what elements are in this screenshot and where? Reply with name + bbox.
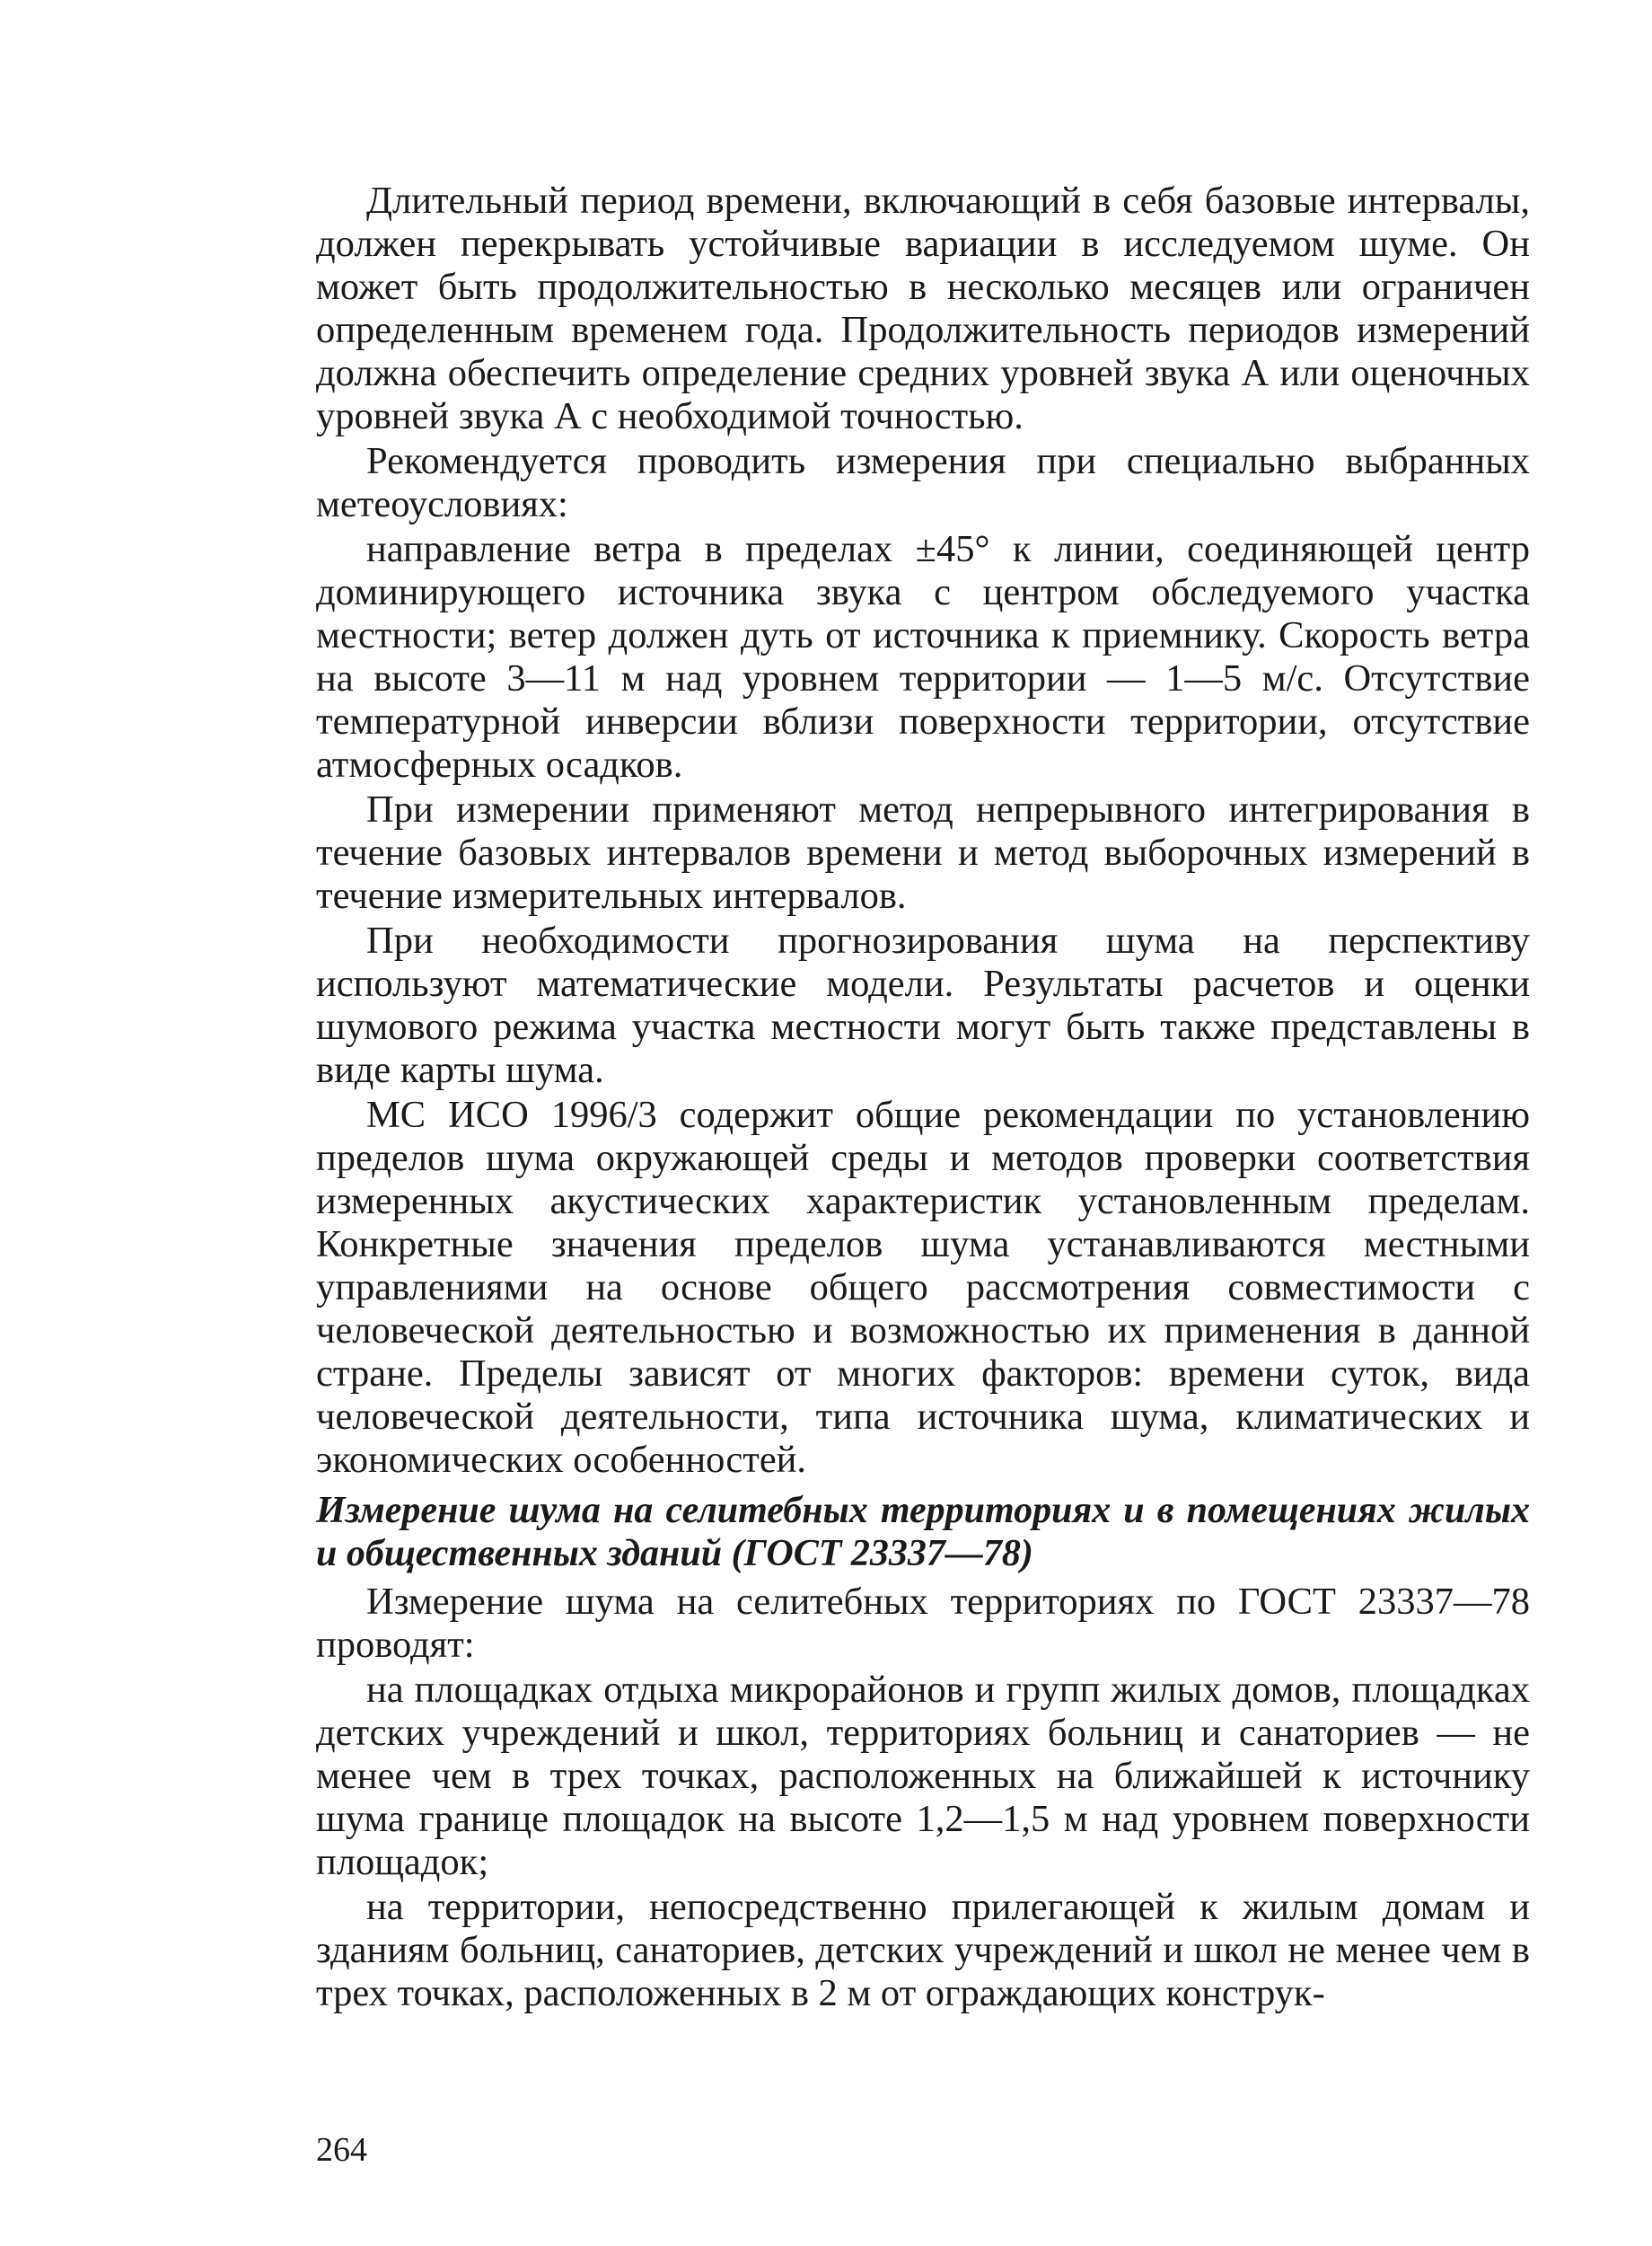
paragraph-long-period: Длительный период времени, включающий в себя базовые интервалы, должен перекрывать устойчивые вариации в исследуемом шуме. Он может быть продолжительностью в несколько месяцев или ограничен определенным временем года. Продолжительность периодов измерений должна обеспечить определение средних уровней звука А или оценочных уровней звука А с необходимой точностью.	[316, 180, 1530, 437]
paragraph-wind: направление ветра в пределах ±45° к линии, соединяющей центр доминирующего источника звука с центром обследуемого участка местности; ветер должен дуть от источника к приемнику. Скорость ветра на высоте 3—11 м над уровнем территории — 1—5 м/с. Отсутствие температурной инверсии вблизи поверхности территории, отсутствие атмосферных осадков.	[316, 528, 1530, 786]
paragraph-forecasting: При необходимости прогнозирования шума на перспективу используют математические модели. Результаты расчетов и оценки шумового режима участка местности могут быть также представлены в виде карты шума.	[316, 920, 1530, 1091]
page-number: 264	[316, 2131, 367, 2169]
page-body	[316, 180, 1530, 2017]
paragraph-measurement-method: При измерении применяют метод непрерывного интегрирования в течение базовых интервалов времени и метод выборочных измерений в течение измерительных интервалов.	[316, 788, 1530, 917]
paragraph-playgrounds: на площадках отдыха микрорайонов и групп жилых домов, площадках детских учреждений и школ, территориях больниц и санаториев — не менее чем в трех точках, расположенных на ближайшей к источнику шума границе площадок на высоте 1,2—1,5 м над уровнем поверхности площадок;	[316, 1669, 1530, 1883]
paragraph-gost-intro: Измерение шума на селитебных территориях по ГОСТ 23337—78 проводят:	[316, 1581, 1530, 1666]
paragraph-iso-1996: МС ИСО 1996/3 содержит общие рекомендации по установлению пределов шума окружающей среды и методов проверки соответствия измеренных акустических характеристик установленным пределам. Конкретные значения пределов шума устанавливаются местными управлениями на основе общего рассмотрения совместимости с человеческой деятельностью и возможностью их применения в данной стране. Пределы зависят от многих факторов: времени суток, вида человеческой деятельности, типа источника шума, климатических и экономических особенностей.	[316, 1094, 1530, 1481]
paragraph-adjacent-territory: на территории, непосредственно прилегающей к жилым домам и зданиям больниц, санаториев, детских учреждений и школ не менее чем в трех точках, расположенных в 2 м от ограждающих конструк-	[316, 1886, 1530, 2014]
paragraph-meteo-intro: Рекомендуется проводить измерения при специально выбранных метеоусловиях:	[316, 440, 1530, 525]
section-heading: Измерение шума на селитебных территориях и в помещениях жилых и общественных зданий (ГОСТ 23337—78)	[316, 1490, 1530, 1574]
